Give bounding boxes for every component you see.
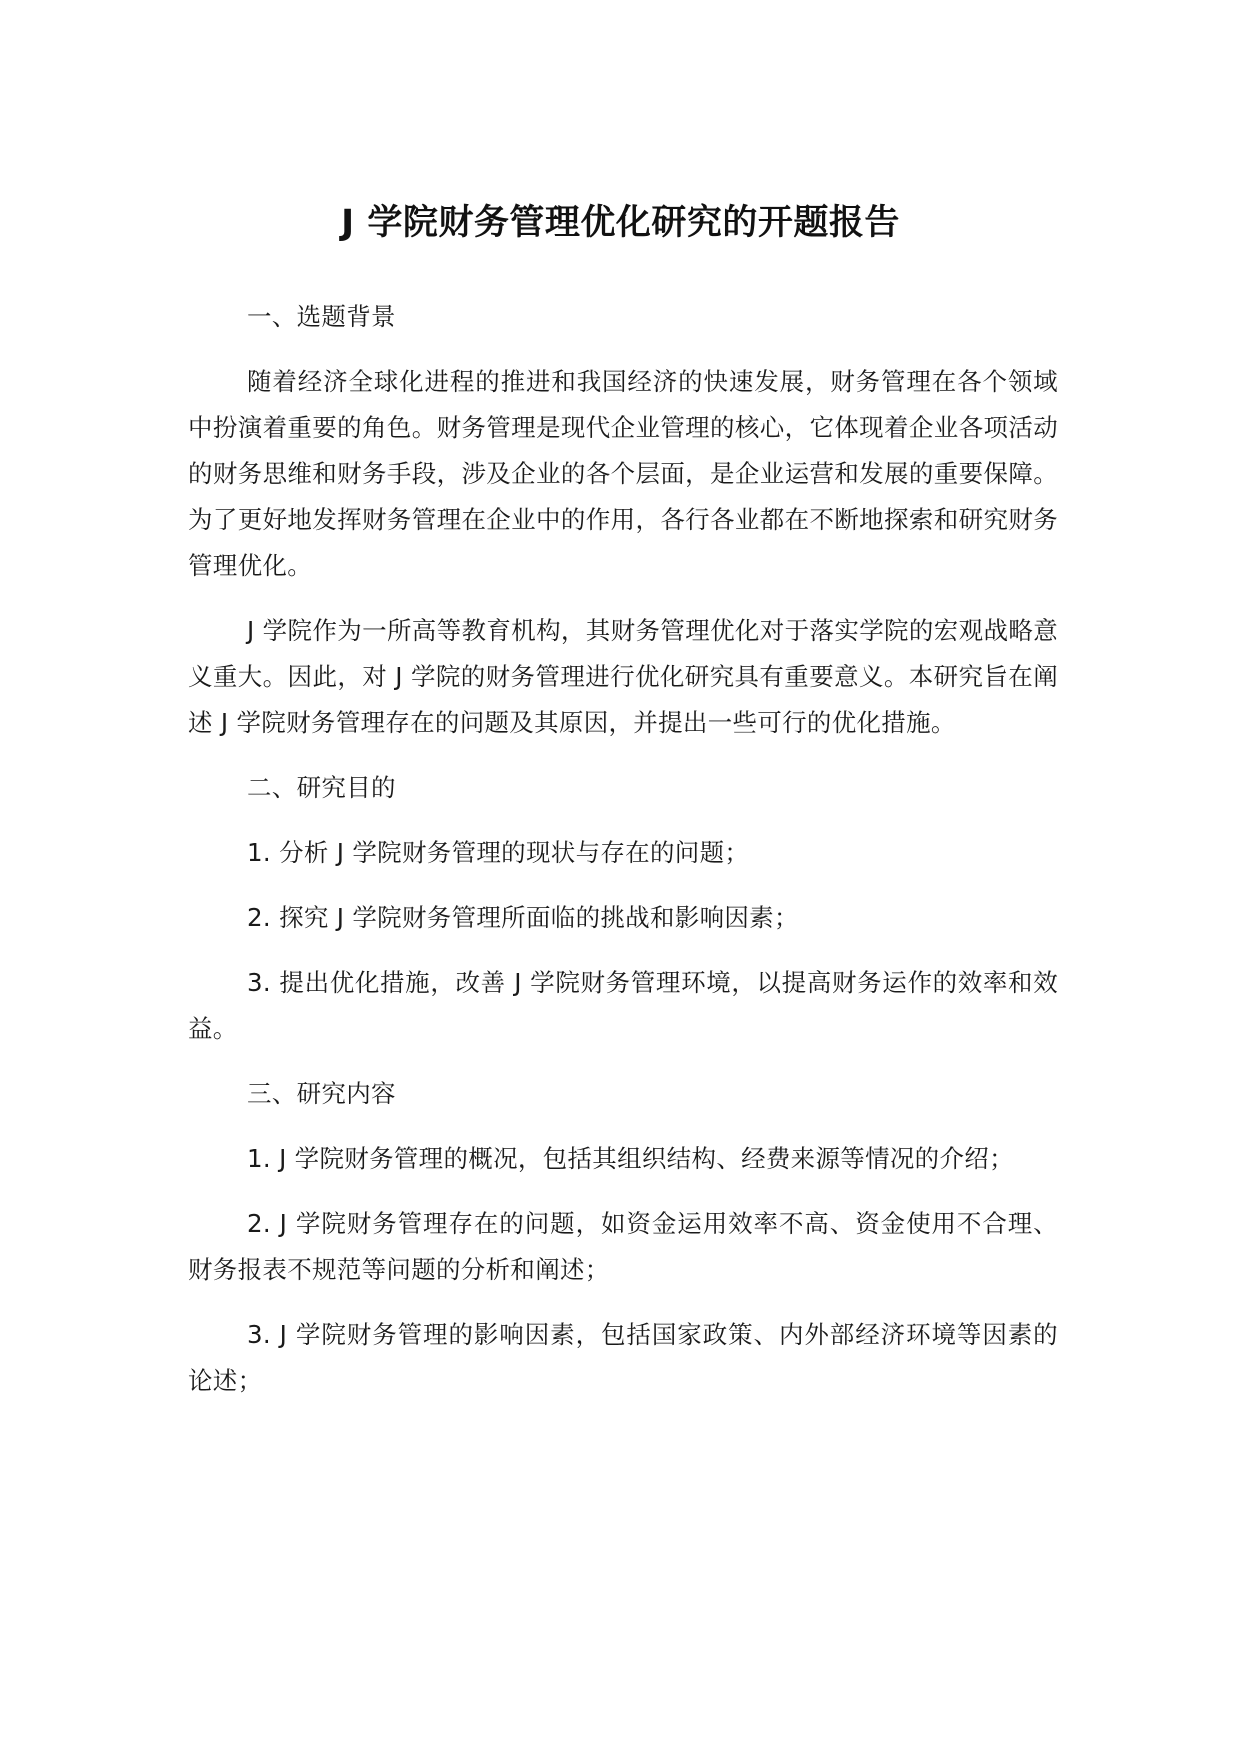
section-heading-background: 一、选题背景 (247, 302, 396, 331)
list-item-content-2: 2. J 学院财务管理存在的问题，如资金运用效率不高、资金使用不合理、财务报表不规范等问题的分析和阐述； (188, 1209, 1058, 1284)
section-heading-objectives: 二、研究目的 (247, 773, 396, 802)
list-item-objective-3: 3. 提出优化措施，改善 J 学院财务管理环境，以提高财务运作的效率和效益。 (188, 968, 1058, 1043)
document-title: J 学院财务管理优化研究的开题报告 (341, 203, 900, 244)
list-item-content-3: 3. J 学院财务管理的影响因素，包括国家政策、内外部经济环境等因素的论述； (188, 1320, 1058, 1395)
list-item-objective-1: 1. 分析 J 学院财务管理的现状与存在的问题； (247, 838, 750, 867)
paragraph-background-1: 随着经济全球化进程的推进和我国经济的快速发展，财务管理在各个领域中扮演着重要的角色。财务管理是现代企业管理的核心，它体现着企业各项活动的财务思维和财务手段，涉及企业的各个层面，是企业运营和发展的重要保障。为了更好地发挥财务管理在企业中的作用，各行各业都在不断地探索和研究财务管理优化。 (188, 367, 1058, 580)
document-body (188, 294, 1058, 1423)
section-heading-content: 三、研究内容 (247, 1079, 396, 1108)
list-item-objective-2: 2. 探究 J 学院财务管理所面临的挑战和影响因素； (247, 903, 799, 932)
list-item-content-1: 1. J 学院财务管理的概况，包括其组织结构、经费来源等情况的介绍； (247, 1144, 1014, 1173)
paragraph-background-2: J 学院作为一所高等教育机构，其财务管理优化对于落实学院的宏观战略意义重大。因此，对 J 学院的财务管理进行优化研究具有重要意义。本研究旨在阐述 J 学院财务管理存在的问题及其原因，并提出一些可行的优化措施。 (188, 616, 1058, 737)
